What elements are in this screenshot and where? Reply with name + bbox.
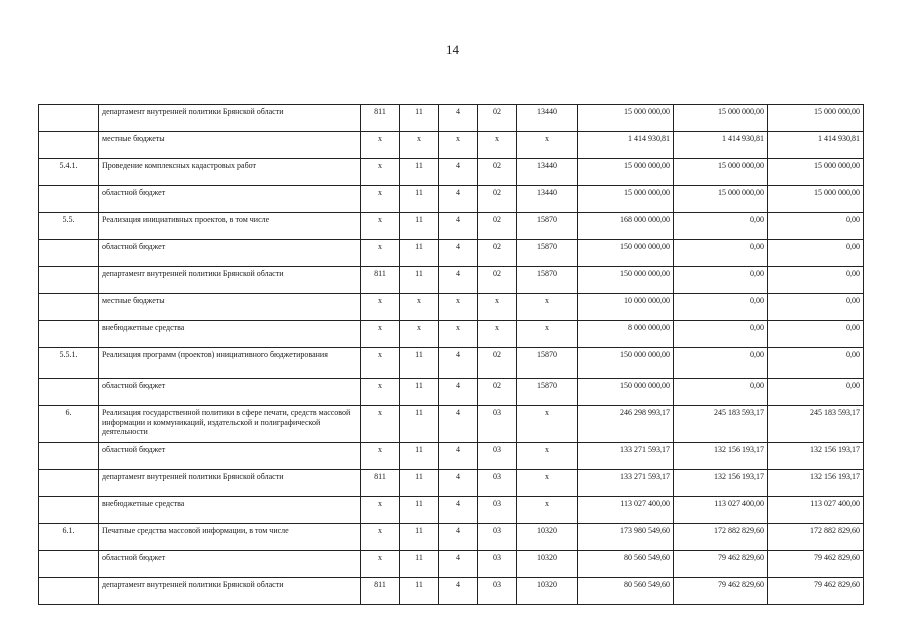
code-glava-cell: х xyxy=(361,497,400,524)
budget-table xyxy=(38,104,864,605)
table-row xyxy=(39,443,864,470)
amount-year3-cell: 0,00 xyxy=(768,213,864,240)
code-event-cell: 02 xyxy=(478,379,517,406)
code-gp-cell: 11 xyxy=(400,159,439,186)
table-row xyxy=(39,213,864,240)
code-event-cell: 03 xyxy=(478,524,517,551)
amount-year2-cell: 0,00 xyxy=(674,379,768,406)
item-name-cell: областной бюджет xyxy=(99,240,361,267)
code-type-cell: х xyxy=(439,132,478,159)
item-number-cell xyxy=(39,240,99,267)
item-name-cell: Реализация инициативных проектов, в том числе xyxy=(99,213,361,240)
amount-year3-cell: 245 183 593,17 xyxy=(768,406,864,443)
amount-year2-cell: 15 000 000,00 xyxy=(674,186,768,213)
code-gp-cell: 11 xyxy=(400,186,439,213)
amount-year2-cell: 132 156 193,17 xyxy=(674,470,768,497)
code-direction-cell: х xyxy=(517,497,578,524)
amount-year1-cell: 246 298 993,17 xyxy=(578,406,674,443)
amount-year1-cell: 150 000 000,00 xyxy=(578,379,674,406)
code-glava-cell: х xyxy=(361,132,400,159)
amount-year3-cell: 132 156 193,17 xyxy=(768,443,864,470)
table-body xyxy=(39,105,864,605)
amount-year2-cell: 0,00 xyxy=(674,321,768,348)
item-name-cell: областной бюджет xyxy=(99,379,361,406)
code-type-cell: 4 xyxy=(439,443,478,470)
amount-year1-cell: 8 000 000,00 xyxy=(578,321,674,348)
table-row xyxy=(39,470,864,497)
code-direction-cell: 13440 xyxy=(517,186,578,213)
code-type-cell: 4 xyxy=(439,267,478,294)
code-type-cell: 4 xyxy=(439,406,478,443)
code-glava-cell: х xyxy=(361,348,400,379)
item-name-cell: Проведение комплексных кадастровых работ xyxy=(99,159,361,186)
amount-year1-cell: 113 027 400,00 xyxy=(578,497,674,524)
code-type-cell: х xyxy=(439,321,478,348)
code-type-cell: 4 xyxy=(439,524,478,551)
amount-year2-cell: 0,00 xyxy=(674,267,768,294)
table-row xyxy=(39,524,864,551)
item-name-cell: областной бюджет xyxy=(99,551,361,578)
item-name-cell: департамент внутренней политики Брянской области xyxy=(99,267,361,294)
item-name-cell: внебюджетные средства xyxy=(99,497,361,524)
code-direction-cell: 13440 xyxy=(517,105,578,132)
amount-year2-cell: 172 882 829,60 xyxy=(674,524,768,551)
code-event-cell: 02 xyxy=(478,159,517,186)
amount-year1-cell: 80 560 549,60 xyxy=(578,551,674,578)
code-event-cell: 03 xyxy=(478,497,517,524)
amount-year1-cell: 10 000 000,00 xyxy=(578,294,674,321)
code-type-cell: 4 xyxy=(439,240,478,267)
amount-year3-cell: 15 000 000,00 xyxy=(768,186,864,213)
table-row xyxy=(39,348,864,379)
code-type-cell: 4 xyxy=(439,213,478,240)
item-name-cell: Реализация государственной политики в сфере печати, средств массовой информации и коммуникаций, издательской и полиграфической деятельности xyxy=(99,406,361,443)
amount-year3-cell: 0,00 xyxy=(768,321,864,348)
amount-year1-cell: 150 000 000,00 xyxy=(578,267,674,294)
amount-year2-cell: 79 462 829,60 xyxy=(674,578,768,605)
code-event-cell: 03 xyxy=(478,406,517,443)
code-glava-cell: х xyxy=(361,321,400,348)
code-gp-cell: 11 xyxy=(400,240,439,267)
amount-year1-cell: 80 560 549,60 xyxy=(578,578,674,605)
code-direction-cell: х xyxy=(517,321,578,348)
code-glava-cell: х xyxy=(361,294,400,321)
code-type-cell: 4 xyxy=(439,186,478,213)
item-name-cell: областной бюджет xyxy=(99,443,361,470)
code-type-cell: 4 xyxy=(439,497,478,524)
amount-year1-cell: 150 000 000,00 xyxy=(578,240,674,267)
code-glava-cell: х xyxy=(361,524,400,551)
code-gp-cell: 11 xyxy=(400,443,439,470)
item-number-cell: 5.5. xyxy=(39,213,99,240)
code-direction-cell: х xyxy=(517,294,578,321)
code-direction-cell: х xyxy=(517,132,578,159)
code-gp-cell: 11 xyxy=(400,470,439,497)
code-event-cell: 02 xyxy=(478,240,517,267)
page-number: 14 xyxy=(446,42,459,57)
code-event-cell: 03 xyxy=(478,470,517,497)
code-glava-cell: х xyxy=(361,213,400,240)
amount-year1-cell: 15 000 000,00 xyxy=(578,159,674,186)
code-event-cell: 03 xyxy=(478,443,517,470)
table-row xyxy=(39,105,864,132)
amount-year2-cell: 0,00 xyxy=(674,240,768,267)
item-number-cell: 5.5.1. xyxy=(39,348,99,379)
item-number-cell xyxy=(39,267,99,294)
table-row xyxy=(39,551,864,578)
code-direction-cell: х xyxy=(517,470,578,497)
code-glava-cell: х xyxy=(361,186,400,213)
code-direction-cell: 15870 xyxy=(517,213,578,240)
table-row xyxy=(39,379,864,406)
amount-year2-cell: 79 462 829,60 xyxy=(674,551,768,578)
amount-year3-cell: 0,00 xyxy=(768,348,864,379)
amount-year3-cell: 0,00 xyxy=(768,294,864,321)
code-event-cell: 02 xyxy=(478,105,517,132)
code-type-cell: 4 xyxy=(439,348,478,379)
table-row xyxy=(39,267,864,294)
code-direction-cell: 10320 xyxy=(517,551,578,578)
code-glava-cell: х xyxy=(361,443,400,470)
code-glava-cell: 811 xyxy=(361,105,400,132)
code-type-cell: 4 xyxy=(439,578,478,605)
code-event-cell: 02 xyxy=(478,348,517,379)
item-number-cell xyxy=(39,132,99,159)
code-glava-cell: 811 xyxy=(361,578,400,605)
amount-year2-cell: 0,00 xyxy=(674,213,768,240)
amount-year1-cell: 15 000 000,00 xyxy=(578,105,674,132)
code-type-cell: 4 xyxy=(439,470,478,497)
code-gp-cell: х xyxy=(400,132,439,159)
item-number-cell: 5.4.1. xyxy=(39,159,99,186)
code-direction-cell: 10320 xyxy=(517,524,578,551)
code-direction-cell: х xyxy=(517,406,578,443)
amount-year3-cell: 79 462 829,60 xyxy=(768,578,864,605)
item-name-cell: местные бюджеты xyxy=(99,132,361,159)
code-event-cell: 02 xyxy=(478,213,517,240)
amount-year3-cell: 172 882 829,60 xyxy=(768,524,864,551)
amount-year3-cell: 15 000 000,00 xyxy=(768,105,864,132)
table-row xyxy=(39,240,864,267)
table-row xyxy=(39,406,864,443)
amount-year1-cell: 15 000 000,00 xyxy=(578,186,674,213)
item-number-cell xyxy=(39,470,99,497)
amount-year2-cell: 0,00 xyxy=(674,348,768,379)
item-name-cell: внебюджетные средства xyxy=(99,321,361,348)
code-direction-cell: 15870 xyxy=(517,267,578,294)
code-gp-cell: 11 xyxy=(400,551,439,578)
code-glava-cell: х xyxy=(361,240,400,267)
code-event-cell: 02 xyxy=(478,267,517,294)
item-name-cell: Печатные средства массовой информации, в том числе xyxy=(99,524,361,551)
amount-year3-cell: 132 156 193,17 xyxy=(768,470,864,497)
table-row xyxy=(39,321,864,348)
table-row xyxy=(39,159,864,186)
code-type-cell: 4 xyxy=(439,159,478,186)
amount-year3-cell: 1 414 930,81 xyxy=(768,132,864,159)
table-row xyxy=(39,497,864,524)
code-event-cell: 03 xyxy=(478,578,517,605)
item-number-cell xyxy=(39,105,99,132)
code-gp-cell: 11 xyxy=(400,348,439,379)
code-event-cell: х xyxy=(478,132,517,159)
amount-year2-cell: 132 156 193,17 xyxy=(674,443,768,470)
amount-year2-cell: 1 414 930,81 xyxy=(674,132,768,159)
code-glava-cell: х xyxy=(361,379,400,406)
item-name-cell: департамент внутренней политики Брянской области xyxy=(99,578,361,605)
code-glava-cell: х xyxy=(361,551,400,578)
code-event-cell: х xyxy=(478,294,517,321)
code-direction-cell: 15870 xyxy=(517,240,578,267)
amount-year1-cell: 133 271 593,17 xyxy=(578,443,674,470)
amount-year3-cell: 0,00 xyxy=(768,267,864,294)
item-number-cell xyxy=(39,551,99,578)
code-gp-cell: 11 xyxy=(400,267,439,294)
amount-year1-cell: 168 000 000,00 xyxy=(578,213,674,240)
code-event-cell: 03 xyxy=(478,551,517,578)
code-type-cell: 4 xyxy=(439,551,478,578)
table-row xyxy=(39,294,864,321)
code-direction-cell: 15870 xyxy=(517,348,578,379)
amount-year3-cell: 0,00 xyxy=(768,379,864,406)
table-row xyxy=(39,132,864,159)
code-event-cell: 02 xyxy=(478,186,517,213)
code-type-cell: 4 xyxy=(439,379,478,406)
item-number-cell: 6.1. xyxy=(39,524,99,551)
item-number-cell xyxy=(39,443,99,470)
code-type-cell: 4 xyxy=(439,105,478,132)
amount-year1-cell: 173 980 549,60 xyxy=(578,524,674,551)
code-event-cell: х xyxy=(478,321,517,348)
item-number-cell xyxy=(39,578,99,605)
code-direction-cell: 15870 xyxy=(517,379,578,406)
amount-year3-cell: 113 027 400,00 xyxy=(768,497,864,524)
item-name-cell: областной бюджет xyxy=(99,186,361,213)
amount-year2-cell: 15 000 000,00 xyxy=(674,159,768,186)
amount-year3-cell: 79 462 829,60 xyxy=(768,551,864,578)
table-row xyxy=(39,186,864,213)
code-glava-cell: 811 xyxy=(361,470,400,497)
code-gp-cell: 11 xyxy=(400,213,439,240)
amount-year3-cell: 15 000 000,00 xyxy=(768,159,864,186)
code-direction-cell: 10320 xyxy=(517,578,578,605)
item-number-cell xyxy=(39,379,99,406)
item-name-cell: департамент внутренней политики Брянской области xyxy=(99,470,361,497)
amount-year2-cell: 15 000 000,00 xyxy=(674,105,768,132)
item-number-cell xyxy=(39,294,99,321)
code-gp-cell: 11 xyxy=(400,578,439,605)
code-direction-cell: 13440 xyxy=(517,159,578,186)
amount-year3-cell: 0,00 xyxy=(768,240,864,267)
item-number-cell xyxy=(39,497,99,524)
code-gp-cell: х xyxy=(400,294,439,321)
amount-year2-cell: 113 027 400,00 xyxy=(674,497,768,524)
item-name-cell: местные бюджеты xyxy=(99,294,361,321)
amount-year1-cell: 1 414 930,81 xyxy=(578,132,674,159)
code-glava-cell: х xyxy=(361,159,400,186)
item-number-cell xyxy=(39,321,99,348)
code-glava-cell: 811 xyxy=(361,267,400,294)
code-type-cell: х xyxy=(439,294,478,321)
code-direction-cell: х xyxy=(517,443,578,470)
item-name-cell: Реализация программ (проектов) инициативного бюджетирования xyxy=(99,348,361,379)
code-glava-cell: х xyxy=(361,406,400,443)
code-gp-cell: 11 xyxy=(400,524,439,551)
amount-year1-cell: 150 000 000,00 xyxy=(578,348,674,379)
item-number-cell xyxy=(39,186,99,213)
code-gp-cell: 11 xyxy=(400,379,439,406)
amount-year2-cell: 245 183 593,17 xyxy=(674,406,768,443)
item-name-cell: департамент внутренней политики Брянской области xyxy=(99,105,361,132)
item-number-cell: 6. xyxy=(39,406,99,443)
amount-year1-cell: 133 271 593,17 xyxy=(578,470,674,497)
amount-year2-cell: 0,00 xyxy=(674,294,768,321)
code-gp-cell: х xyxy=(400,321,439,348)
table-row xyxy=(39,578,864,605)
code-gp-cell: 11 xyxy=(400,406,439,443)
code-gp-cell: 11 xyxy=(400,497,439,524)
code-gp-cell: 11 xyxy=(400,105,439,132)
